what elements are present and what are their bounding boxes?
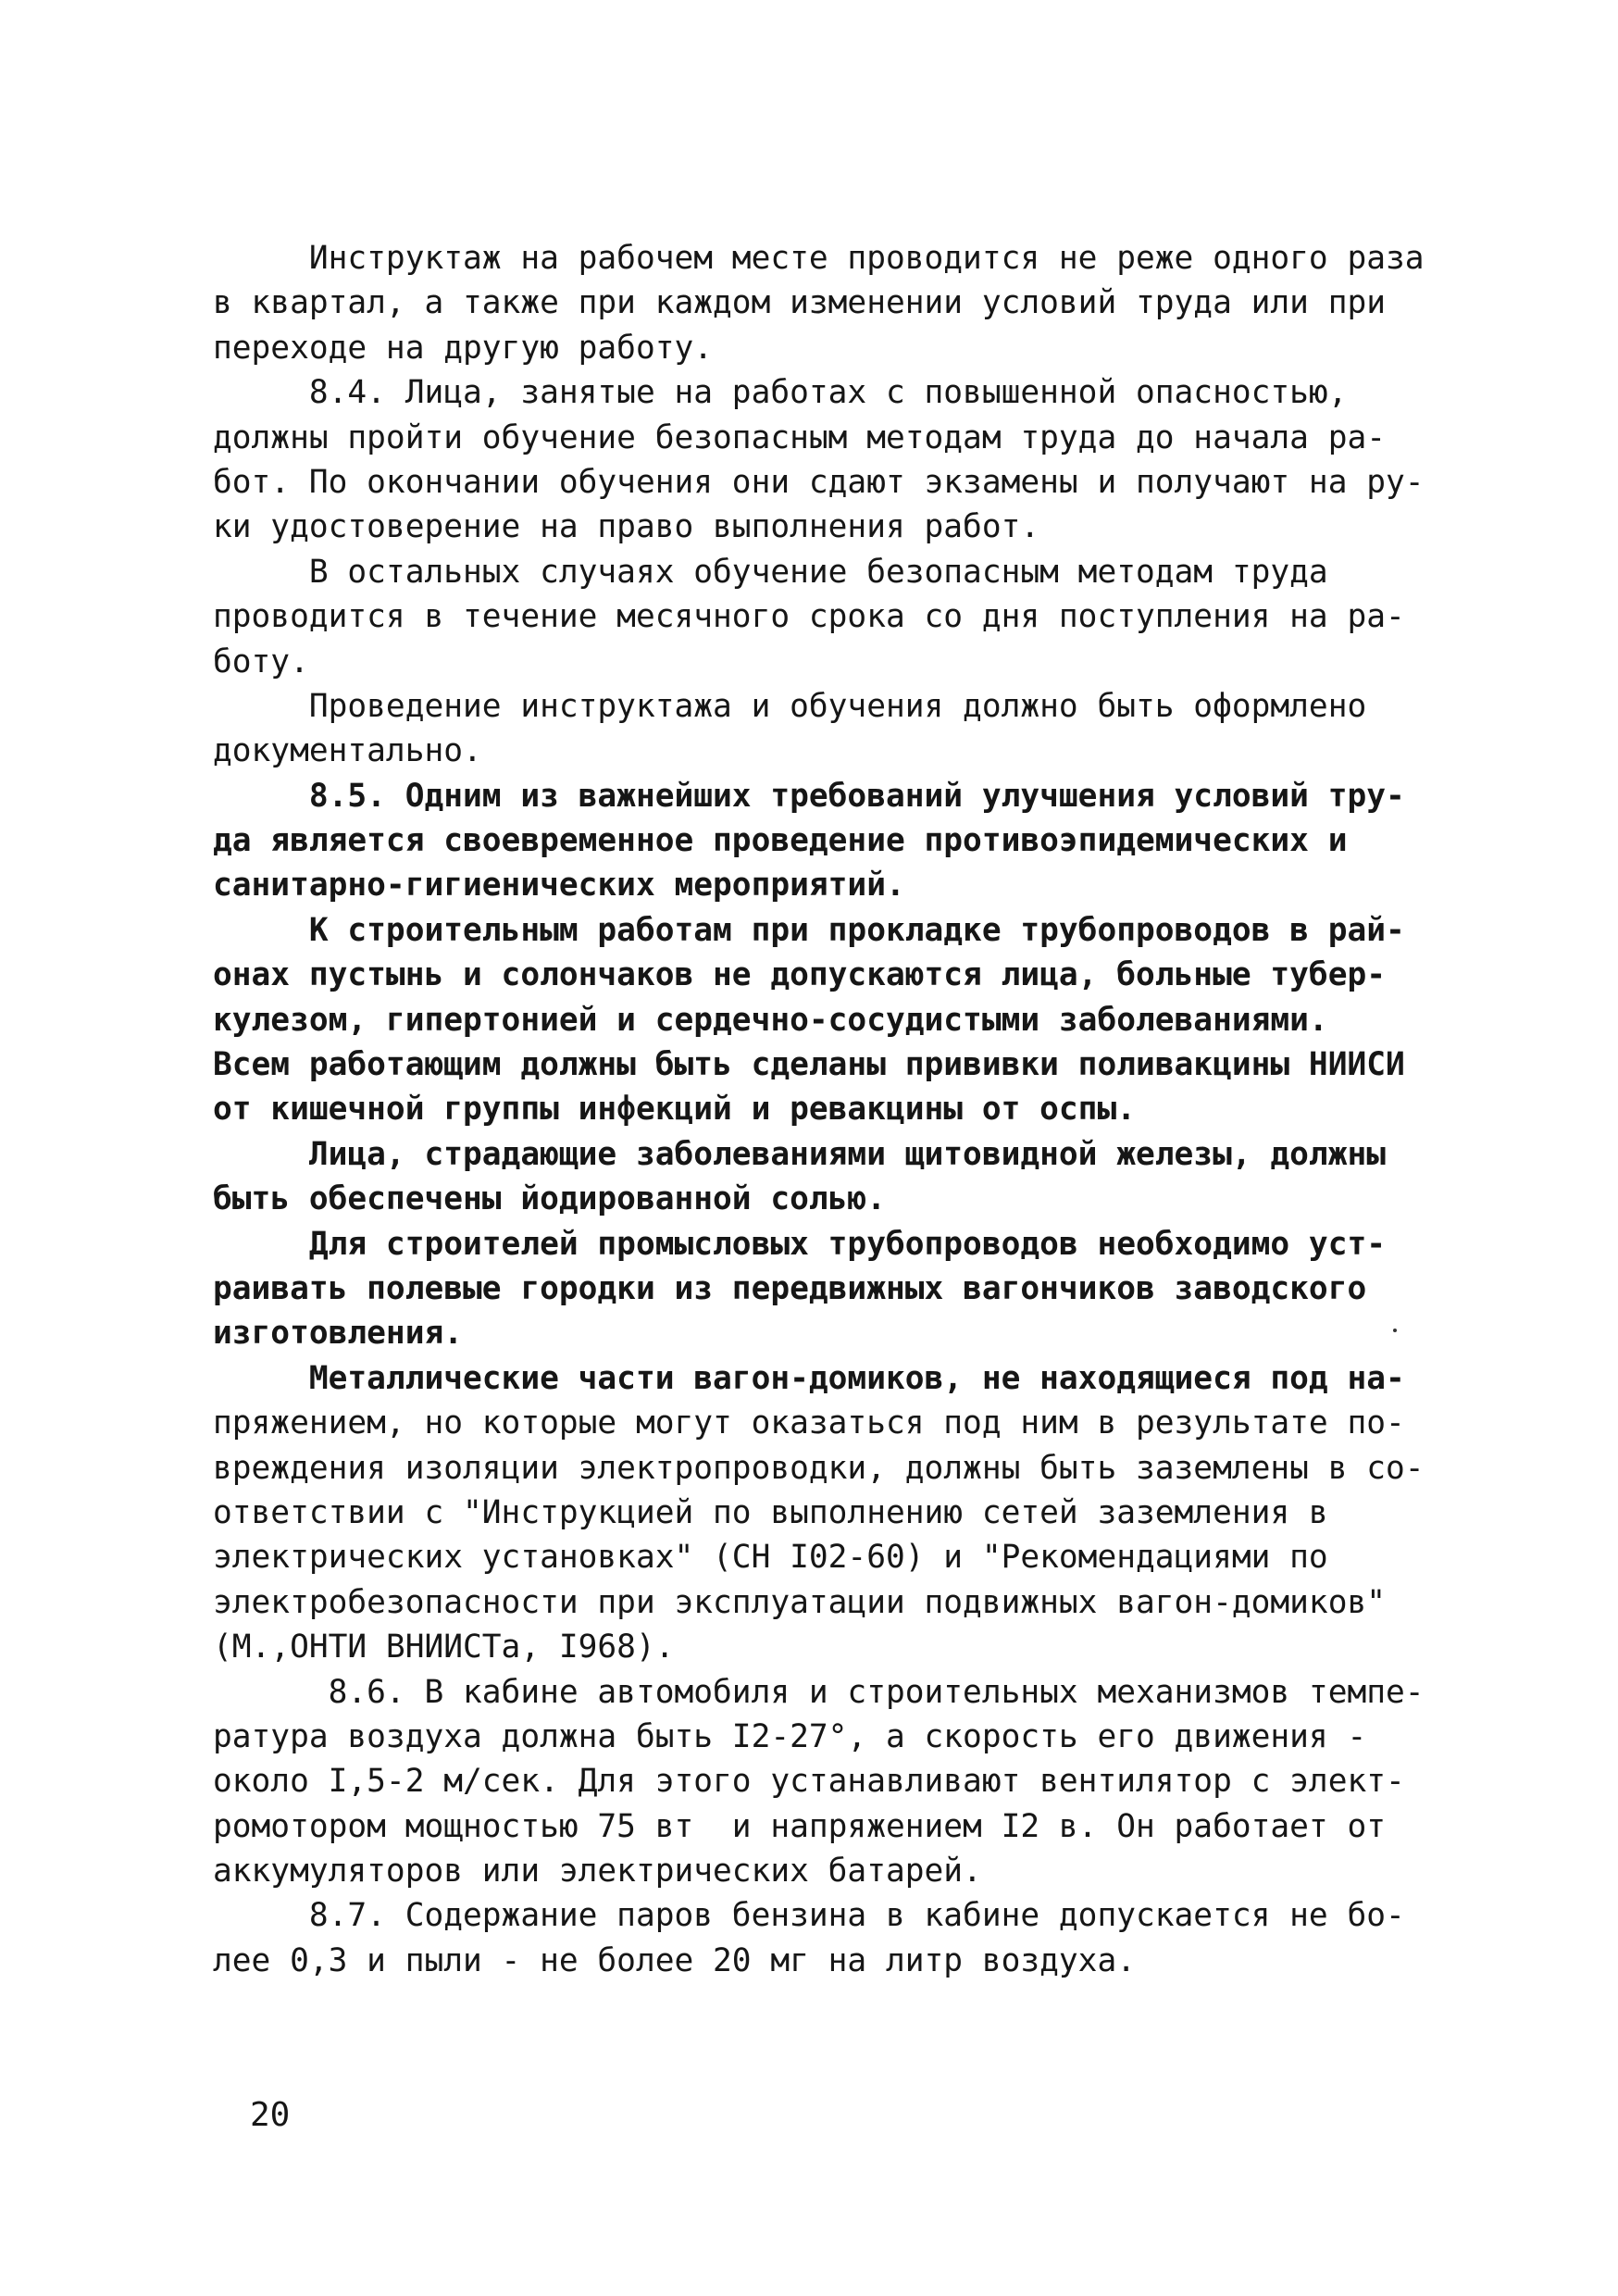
text-line: в квартал, а также при каждом изменении условий труда или при xyxy=(213,284,1387,322)
text-line: ки удостоверение на право выполнения работ. xyxy=(213,508,1040,546)
text-line: ответствии с "Инструкцией по выполнению сетей заземления в xyxy=(213,1493,1328,1531)
text-line: около I,5-2 м/сек. Для этого устанавливают вентилятор с элект- xyxy=(213,1763,1405,1801)
text-line: проводится в течение месячного срока со дня поступления на ра- xyxy=(213,598,1405,636)
text-line: Для строителей промысловых трубопроводов необходимо уст- xyxy=(213,1225,1387,1263)
text-line: вреждения изоляции электропроводки, должны быть заземлены в со- xyxy=(213,1449,1425,1487)
text-line: Проведение инструктажа и обучения должно быть оформлено xyxy=(213,687,1367,725)
text-line: электрических установках" (СН I02-60) и "Рекомендациями по xyxy=(213,1539,1328,1577)
text-line: от кишечной группы инфекций и ревакцины от оспы. xyxy=(213,1091,1136,1129)
text-line: да является своевременное проведение противоэпидемических и xyxy=(213,822,1348,860)
text-line: должны пройти обучение безопасным методам труда до начала ра- xyxy=(213,418,1387,456)
text-line: изготовления. xyxy=(213,1315,464,1353)
text-line: 8.4. Лица, занятые на работах с повышенной опасностью, xyxy=(213,374,1348,412)
text-line: документально. xyxy=(213,732,482,770)
text-line: 8.7. Содержание паров бензина в кабине допускается не бо- xyxy=(213,1897,1405,1935)
text-line: санитарно-гигиенических мероприятий. xyxy=(213,867,905,905)
text-line: кулезом, гипертонией и сердечно-сосудистыми заболеваниями. xyxy=(213,1001,1328,1039)
text-line: Лица, страдающие заболеваниями щитовидной железы, должны xyxy=(213,1135,1387,1173)
text-line: бот. По окончании обучения они сдают экзамены и получают на ру- xyxy=(213,463,1425,501)
text-line: онах пустынь и солончаков не допускаются лица, больные тубер- xyxy=(213,956,1387,994)
text-line: Металлические части вагон-домиков, не находящиеся под на- xyxy=(213,1359,1405,1397)
text-line: боту. xyxy=(213,643,309,680)
text-line: аккумуляторов или электрических батарей. xyxy=(213,1853,982,1890)
text-line: К строительным работам при прокладке трубопроводов в рай- xyxy=(213,911,1405,949)
scan-speck xyxy=(1393,1329,1397,1332)
text-line: 8.6. В кабине автомобиля и строительных механизмов темпе- xyxy=(213,1673,1425,1711)
text-line: ромотором мощностью 75 вт и напряжением I2 в. Он работает от xyxy=(213,1807,1387,1845)
text-line: Всем работающим должны быть сделаны прививки поливакцины НИИСИ xyxy=(213,1046,1405,1084)
document-body-text xyxy=(213,236,1425,1983)
text-line: электробезопасности при эксплуатации подвижных вагон-домиков" xyxy=(213,1583,1387,1621)
text-line: быть обеспечены йодированной солью. xyxy=(213,1180,886,1218)
text-line: (М.,ОНТИ ВНИИСТа, I968). xyxy=(213,1628,675,1666)
text-line: пряжением, но которые могут оказаться под ним в результате по- xyxy=(213,1404,1405,1442)
text-line: лее 0,3 и пыли - не более 20 мг на литр воздуха. xyxy=(213,1941,1136,1979)
text-line: В остальных случаях обучение безопасным методам труда xyxy=(213,553,1328,591)
page-number: 20 xyxy=(250,2096,291,2134)
text-line: Инструктаж на рабочем месте проводится не реже одного раза xyxy=(213,240,1425,277)
text-line: переходе на другую работу. xyxy=(213,329,714,367)
text-line: 8.5. Одним из важнейших требований улучшения условий тру- xyxy=(213,777,1405,815)
text-line: раивать полевые городки из передвижных вагончиков заводского xyxy=(213,1269,1367,1307)
text-line: ратура воздуха должна быть I2-27°, а скорость его движения - xyxy=(213,1717,1367,1755)
